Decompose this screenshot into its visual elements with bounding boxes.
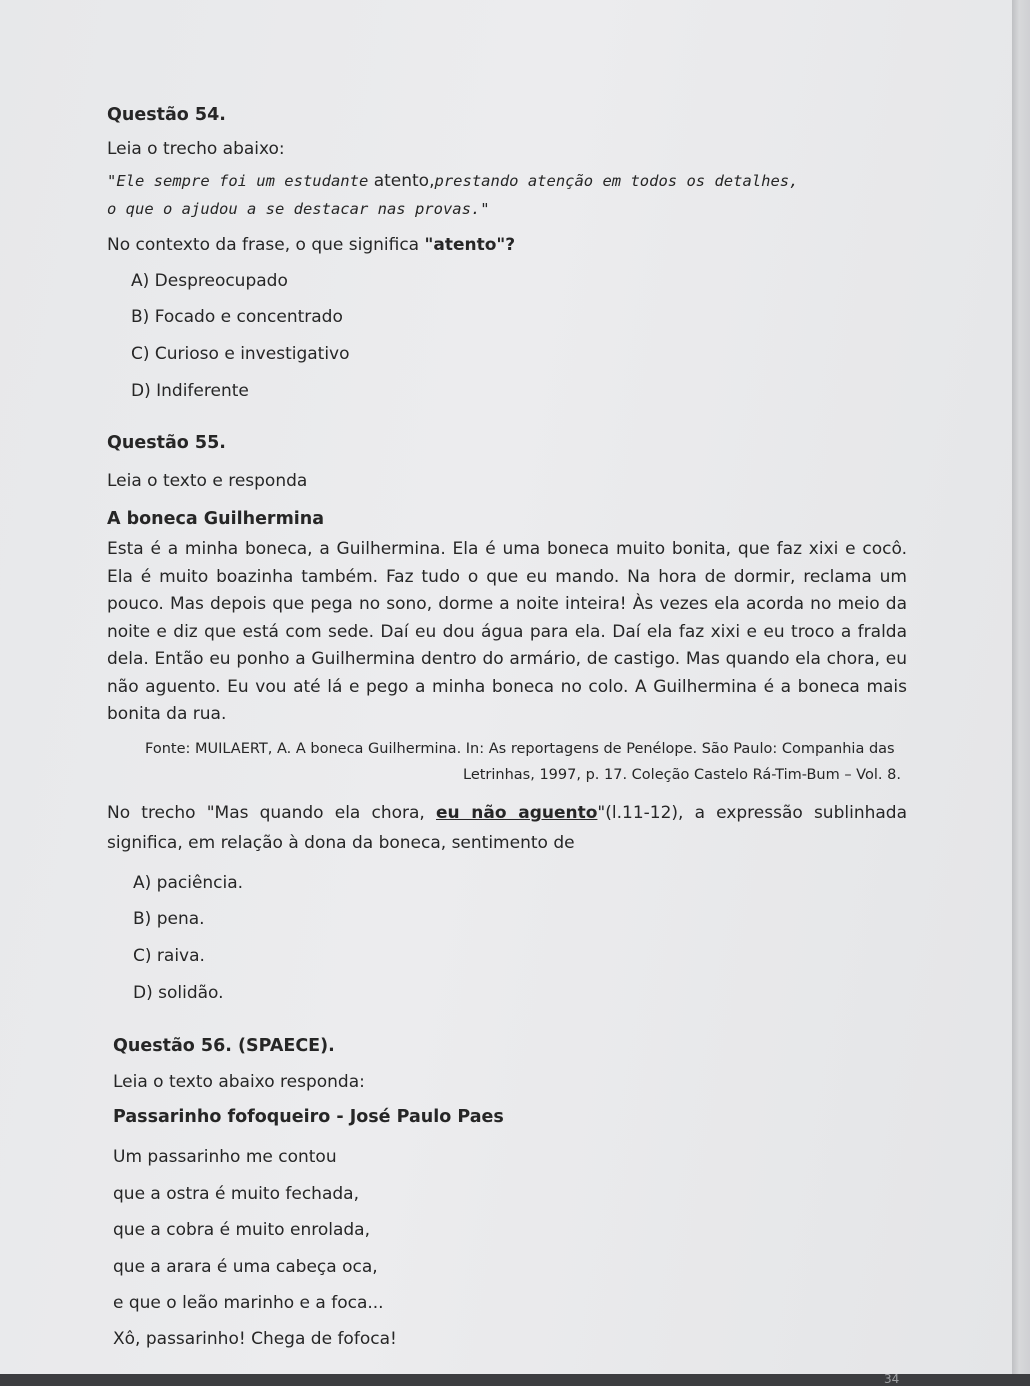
- q55-source-line1: Fonte: MUILAERT, A. A boneca Guilhermina. In: As reportagens de Penélope. São Paulo: Companhia das: [145, 741, 895, 757]
- q56-instruction: Leia o texto abaixo responda:: [113, 1072, 365, 1092]
- q55-instruction: Leia o texto e responda: [107, 471, 308, 491]
- q54-title: Questão 54.: [107, 105, 226, 125]
- poem-line: Um passarinho me contou: [113, 1147, 337, 1167]
- q55-title: Questão 55.: [107, 433, 226, 453]
- page-number: 34: [884, 1372, 900, 1386]
- poem-line: que a arara é uma cabeça oca,: [113, 1257, 378, 1277]
- poem-line: e que o leão marinho e a foca...: [113, 1293, 384, 1313]
- q55-text-title: A boneca Guilhermina: [107, 509, 325, 529]
- q55-question-underlined: eu não aguento: [436, 803, 598, 823]
- q55-paragraph: Esta é a minha boneca, a Guilhermina. Ela é uma boneca muito bonita, que faz xixi e cocô. Ela é muito boazinha também. Faz tudo o que eu mando. Na hora de dormir, reclama um pouco. Mas depois que pega no sono, dorme a noite inteira! Às vezes ela acorda no meio da noite e diz que está com sede. Daí eu dou água para ela. Daí ela faz xixi e eu troco a fralda dela. Então eu ponho a Guilhermina dentro do armário, de castigo. Mas quando ela chora, eu não aguento. Eu vou até lá e pego a minha boneca no colo. A Guilhermina é a boneca mais bonita da rua.: [107, 539, 907, 724]
- q55-option-a: A) paciência.: [133, 873, 244, 893]
- q55-question: [107, 798, 907, 858]
- q54-instruction: Leia o trecho abaixo:: [107, 139, 285, 159]
- q55-option-b: B) pena.: [133, 909, 205, 929]
- q55-option-d: D) solidão.: [133, 983, 224, 1003]
- q55-option-c: C) raiva.: [133, 946, 205, 966]
- q54-quote-part-b: atento,: [373, 171, 435, 191]
- poem-line: que a cobra é muito enrolada,: [113, 1220, 370, 1240]
- q55-source-line2: Letrinhas, 1997, p. 17. Coleção Castelo Rá-Tim-Bum – Vol. 8.: [463, 767, 901, 783]
- q54-option-a: A) Despreocupado: [131, 271, 288, 291]
- q56-poem-title: Passarinho fofoqueiro - José Paulo Paes: [113, 1107, 504, 1127]
- q54-prompt-word: "atento"?: [424, 235, 516, 255]
- q54-option-d: D) Indiferente: [131, 381, 249, 401]
- bottom-bar: [0, 1374, 1030, 1386]
- q54-option-b: B) Focado e concentrado: [131, 307, 343, 327]
- q55-question-text-b: "(l.11-12), a expressão sublinhada significa, em relação à dona da boneca, sentimento de: [107, 803, 907, 853]
- q54-quote-part-a: "Ele sempre foi um estudante: [107, 172, 369, 190]
- q54-quote-line2: o que o ajudou a se destacar nas provas.": [107, 200, 490, 218]
- poem-line: que a ostra é muito fechada,: [113, 1184, 359, 1204]
- q56-title: Questão 56. (SPAECE).: [113, 1036, 335, 1056]
- q55-question-text-a: No trecho "Mas quando ela chora,: [107, 803, 436, 823]
- q54-prompt-text: No contexto da frase, o que significa: [107, 235, 425, 255]
- q54-quote-part-c: prestando atenção em todos os detalhes,: [434, 172, 799, 190]
- q54-prompt: [107, 234, 515, 256]
- poem-line: Xô, passarinho! Chega de fofoca!: [113, 1329, 397, 1349]
- q54-quote-line1: [107, 170, 798, 192]
- page-edge: [1012, 0, 1030, 1386]
- q54-option-c: C) Curioso e investigativo: [131, 344, 350, 364]
